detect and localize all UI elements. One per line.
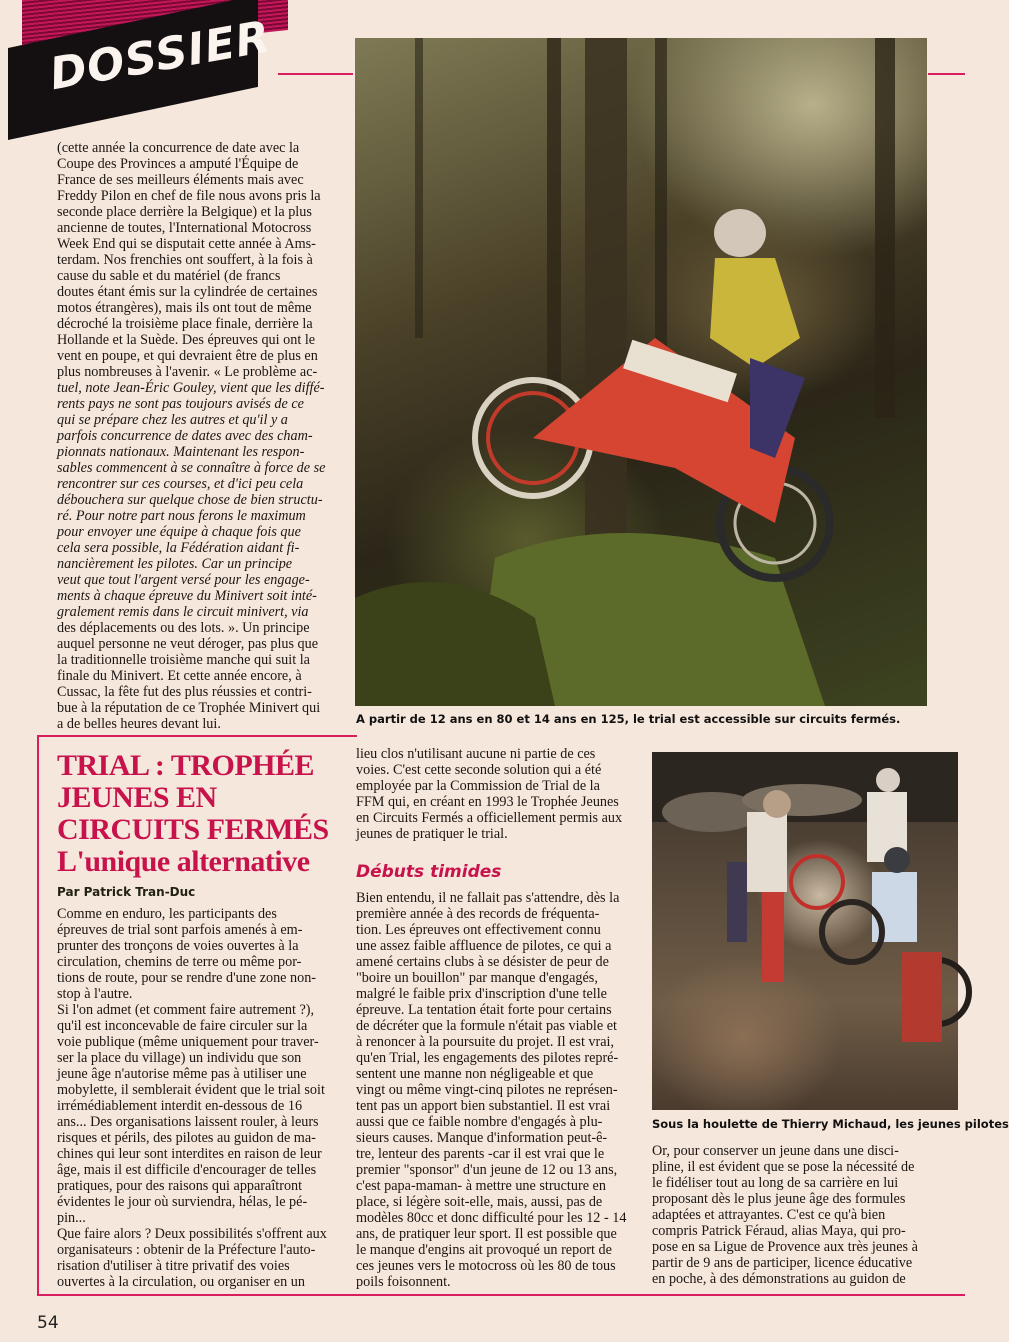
article-column-2-bottom <box>356 890 629 1290</box>
text-line: pin... <box>57 1210 86 1226</box>
text-line: ments à chaque épreuve du Minivert soit inté- <box>57 588 317 604</box>
text-line: jeune âge n'autorise même pas à utiliser une <box>57 1066 307 1082</box>
second-photo-caption: Sous la houlette de Thierry Michaud, les jeunes pilotes <box>652 1117 1009 1131</box>
text-line: voies. C'est cette seconde solution qui a été <box>356 762 602 778</box>
text-line: Freddy Pilon en chef de file nous avons pris la <box>57 188 321 204</box>
trial-rider-illustration <box>355 38 927 706</box>
text-line: a de belles heures devant lui. <box>57 716 221 732</box>
text-line: pose en sa Ligue de Provence aux très jeunes à <box>652 1239 918 1255</box>
main-photo-caption: A partir de 12 ans en 80 et 14 ans en 125, le trial est accessible sur circuits fermés. <box>356 712 901 726</box>
text-line: des déplacements ou des lots. ». Un principe <box>57 620 310 636</box>
text-line: pionnats nationaux. Maintenant les respon- <box>57 444 305 460</box>
text-line: sables commencent à se connaître à force de se <box>57 460 326 476</box>
text-line: ancienne de toutes, l'International Motocross <box>57 220 312 236</box>
text-line: finale du Minivert. Et cette année encore, à <box>57 668 302 684</box>
text-line: Cussac, la fête fut des plus réussies et contri- <box>57 684 312 700</box>
text-line: place, si légère soit-elle, mais, aussi, pas de <box>356 1194 603 1210</box>
text-line: malgré le faible prix d'inscription d'une telle <box>356 986 607 1002</box>
text-line: sieurs causes. Manque d'information peut-ê- <box>356 1130 608 1146</box>
text-line: épreuve. La tentation était forte pour certains <box>356 1002 612 1018</box>
text-line: tuel, note Jean-Éric Gouley, vient que les diffé- <box>57 380 325 396</box>
text-line: pratiques, pour des raisons qui apparaîtront <box>57 1178 303 1194</box>
headline-subtitle: L'unique alternative <box>57 845 310 878</box>
text-line: le fidéliser tout au long de sa carrière en lui <box>652 1175 899 1191</box>
text-line: de décréter que la formule n'était pas viable et <box>356 1018 617 1034</box>
text-line: parfois concurrence de dates avec des cham- <box>57 428 313 444</box>
text-line: risation d'utiliser à titre privatif des voies <box>57 1258 290 1274</box>
trial-rider-photo <box>355 38 927 706</box>
subheading-debuts: Débuts timides <box>356 862 502 882</box>
text-line: lieu clos n'utilisant aucune ni partie de ces <box>356 746 596 762</box>
text-line: France de ses meilleurs éléments mais avec <box>57 172 304 188</box>
text-line: rents pays ne sont pas toujours avisés de ce <box>57 396 304 412</box>
text-line: proposant dès le plus jeune âge des formules <box>652 1191 906 1207</box>
text-line: tion. Les épreuves ont effectivement connu <box>356 922 601 938</box>
page-number: 54 <box>37 1313 59 1333</box>
text-line: la traditionnelle troisième manche qui suit la <box>57 652 310 668</box>
text-line: rencontrer sur ces courses, et d'ici peu cela <box>57 476 304 492</box>
text-line: organisateurs : obtenir de la Préfecture l'auto- <box>57 1242 316 1258</box>
text-line: partir de 9 ans de participer, licence éducative <box>652 1255 913 1271</box>
text-line: tre, lenteur des parents -car il est vrai que le <box>356 1146 605 1162</box>
text-line: jeunes de pratiquer le trial. <box>356 826 508 842</box>
text-line: tent pas un apport bien substantiel. Il est vrai <box>356 1098 611 1114</box>
text-line: ces jeunes vers le motocross où les 80 de tous <box>356 1258 616 1274</box>
text-line: circulation, chemins de terre ou même por- <box>57 954 302 970</box>
text-line: voie publique (même uniquement pour traver- <box>57 1034 319 1050</box>
headline-line-3: CIRCUITS FERMÉS <box>57 813 329 846</box>
text-line: première année à des records de fréquenta- <box>356 906 600 922</box>
text-line: Que faire alors ? Deux possibilités s'offrent aux <box>57 1226 327 1242</box>
text-line: amené certains clubs à se désister de peur de <box>356 954 609 970</box>
text-line: terdam. Nos frenchies ont souffert, à la fois à <box>57 252 313 268</box>
text-line: Coupe des Provinces a amputé l'Équipe de <box>57 156 299 172</box>
top-rule-left <box>278 73 353 75</box>
article-column-1 <box>57 906 329 1290</box>
text-line: cause du sable et du matériel (de francs <box>57 268 281 284</box>
text-line: Comme en enduro, les participants des <box>57 906 277 922</box>
text-line: tions de route, pour se rendre d'une zone non- <box>57 970 317 986</box>
text-line: mobylette, il semblerait évident que le trial soit <box>57 1082 325 1098</box>
text-line: gralement remis dans le circuit minivert, via <box>57 604 309 620</box>
text-line: épreuves de trial sont parfois amenés à em- <box>57 922 303 938</box>
text-line: stop à l'autre. <box>57 986 133 1002</box>
text-line: veut que tout l'argent versé pour les engage- <box>57 572 310 588</box>
text-line: en Circuits Fermés a officiellement permis aux <box>356 810 623 826</box>
text-line: sentent une manne non négligeable et que <box>356 1066 594 1082</box>
text-line: seconde place derrière la Belgique) et la plus <box>57 204 312 220</box>
text-line: poils foisonnent. <box>356 1274 451 1290</box>
text-line: c'est papa-maman- à mettre une structure en <box>356 1178 606 1194</box>
text-line: vingt ou même vingt-cinq pilotes ne représen- <box>356 1082 618 1098</box>
text-line: doutes étant émis sur la cylindrée de certaines <box>57 284 318 300</box>
text-line: pline, il est évident que se pose la nécessité de <box>652 1159 915 1175</box>
text-line: nancièrement les pilotes. Car un principe <box>57 556 293 572</box>
young-riders-photo <box>652 752 958 1110</box>
text-line: ouvertes à la circulation, ou organiser en un <box>57 1274 305 1290</box>
text-line: débouchera sur quelque chose de bien structu- <box>57 492 323 508</box>
text-line: Bien entendu, il ne fallait pas s'attendre, dès la <box>356 890 620 906</box>
left-vertical-rule <box>37 735 39 1295</box>
bottom-rule <box>37 1294 965 1296</box>
headline-line-1: TRIAL : TROPHÉE <box>57 749 315 782</box>
text-line: décroché la troisième place finale, derrière la <box>57 316 313 332</box>
text-line: le manque d'engins ait provoqué un report de <box>356 1242 612 1258</box>
text-line: qu'il est inconcevable de faire circuler sur la <box>57 1018 308 1034</box>
text-line: FFM qui, en créant en 1993 le Trophée Jeunes <box>356 794 619 810</box>
text-line: âge, mais il est difficile d'encourager de telles <box>57 1162 317 1178</box>
text-line: en poche, à des démonstrations au guidon de <box>652 1271 906 1287</box>
text-line: risques et périls, des pilotes au guidon de ma- <box>57 1130 316 1146</box>
text-line: aussi que ce faible nombre d'engagés à plu- <box>356 1114 603 1130</box>
text-line: bue à la réputation de ce Trophée Minivert qui <box>57 700 321 716</box>
text-line: Si l'on admet (et comment faire autrement ?), <box>57 1002 315 1018</box>
text-line: pour envoyer une équipe à chaque fois que <box>57 524 301 540</box>
text-line: "boire un bouillon" par manque d'engagés, <box>356 970 598 986</box>
section-label: DOSSIER <box>46 11 275 101</box>
text-line: cela sera possible, la Fédération aidant fi- <box>57 540 300 556</box>
text-line: une assez faible affluence de pilotes, ce qui a <box>356 938 612 954</box>
text-line: compris Patrick Féraud, alias Maya, qui pro- <box>652 1223 906 1239</box>
text-line: adaptées et attrayantes. C'est ce qu'à bien <box>652 1207 886 1223</box>
text-line: irrémédiablement interdit en-dessous de 16 <box>57 1098 303 1114</box>
article-column-2-top <box>356 746 629 842</box>
article-column-3 <box>652 1143 927 1287</box>
text-line: évidentes le jour où surviendra, hélas, le pé- <box>57 1194 308 1210</box>
text-line: prunter des tronçons de voies ouvertes à la <box>57 938 299 954</box>
text-line: qui se prépare chez les autres et qu'il y a <box>57 412 288 428</box>
text-line: Or, pour conserver un jeune dans une disci- <box>652 1143 899 1159</box>
intro-paragraph <box>57 140 329 732</box>
text-line: Week End qui se disputait cette année à Ams- <box>57 236 316 252</box>
text-line: employée par la Commission de Trial de la <box>356 778 600 794</box>
text-line: auquel personne ne veut déroger, pas plus que <box>57 636 319 652</box>
young-riders-illustration <box>652 752 958 1110</box>
text-line: ré. Pour notre part nous ferons le maximum <box>57 508 306 524</box>
byline: Par Patrick Tran-Duc <box>57 885 196 899</box>
text-line: ans... Des organisations laissent rouler, à leurs <box>57 1114 319 1130</box>
text-line: premier "sponsor" d'un jeune de 12 ou 13 ans, <box>356 1162 618 1178</box>
text-line: à renoncer à la poursuite du projet. Il est vrai, <box>356 1034 615 1050</box>
text-line: ans, de pratiquer leur sport. Il est possible que <box>356 1226 617 1242</box>
headline-line-2: JEUNES EN <box>57 781 217 814</box>
text-line: chines qui leur sont interdites en raison de leur <box>57 1146 322 1162</box>
text-line: Hollande et la Suède. Des épreuves qui ont le <box>57 332 316 348</box>
text-line: (cette année la concurrence de date avec la <box>57 140 300 156</box>
text-line: qu'en Trial, les engagements des pilotes repré- <box>356 1050 619 1066</box>
text-line: vent en poupe, et qui devraient être de plus en <box>57 348 318 364</box>
top-rule-right <box>928 73 965 75</box>
section-rule <box>37 735 357 737</box>
text-line: ser la place du village) un individu que son <box>57 1050 302 1066</box>
text-line: motos étrangères), mais ils ont tout de même <box>57 300 312 316</box>
text-line: plus nombreuses à l'avenir. « Le problème ac- <box>57 364 318 380</box>
article-headline <box>57 750 342 878</box>
text-line: modèles 80cc et donc difficulté pour les 12 - 14 <box>356 1210 627 1226</box>
